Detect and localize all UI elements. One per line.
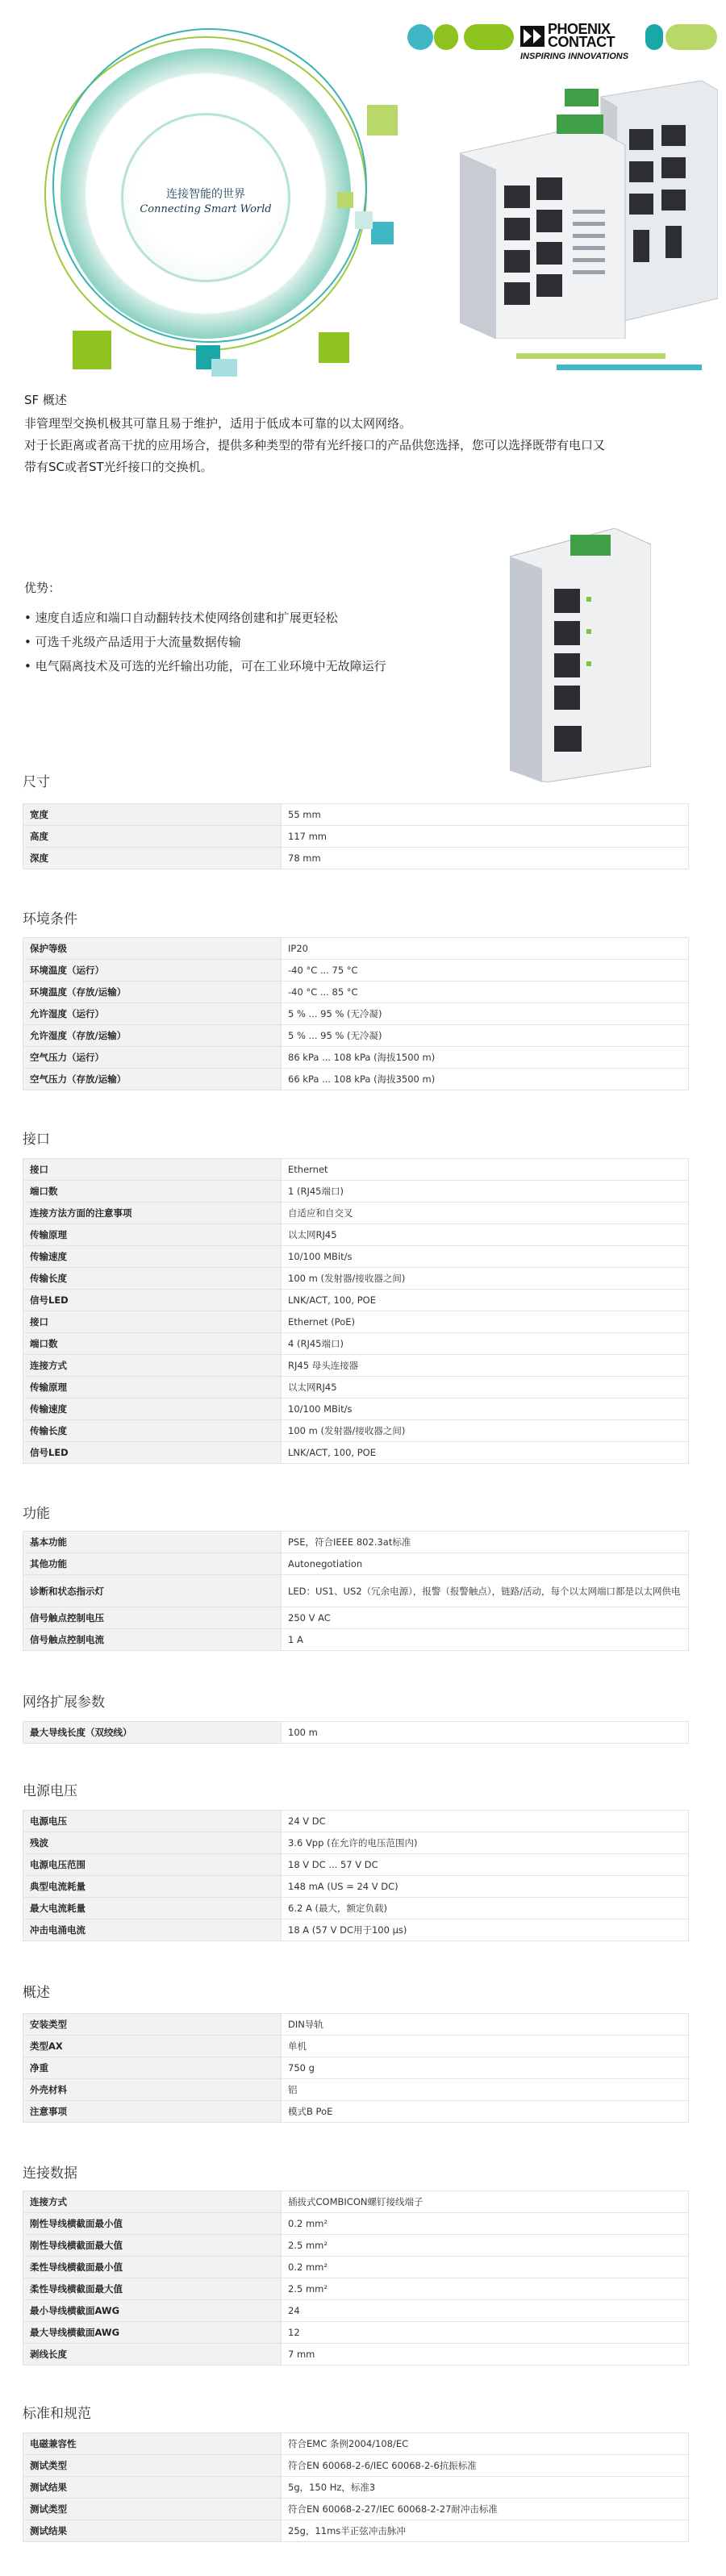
spec-key: 安装类型 (23, 2014, 282, 2036)
spec-key: 冲击电涌电流 (23, 1919, 282, 1941)
spec-key: 信号LED (23, 1442, 282, 1464)
spec-key: 接口 (23, 1159, 282, 1181)
table-row (23, 1025, 689, 1047)
overview-line: 对于长距离或者高干扰的应用场合，提供多种类型的带有光纤接口的产品供您选择，您可以选择既带有电口又 (24, 438, 606, 452)
section-title-dimensions: 尺寸 (23, 774, 50, 790)
table-row (23, 2257, 689, 2278)
table-row (23, 2322, 689, 2344)
spec-key: 典型电流耗量 (23, 1876, 282, 1898)
spec-value: 0.2 mm² (282, 2213, 689, 2235)
logo-tagline: INSPIRING INNOVATIONS (520, 52, 629, 61)
section-title-general: 概述 (23, 1985, 50, 2001)
spec-table-environment (23, 937, 689, 1090)
table-row (23, 1607, 689, 1629)
table-row (23, 2101, 689, 2123)
table-row (23, 1268, 689, 1290)
spec-value: 78 mm (282, 848, 689, 869)
table-row (23, 2057, 689, 2079)
table-row (23, 982, 689, 1003)
spec-table-interfaces (23, 1158, 689, 1464)
spec-value: 以太网RJ45 (282, 1224, 689, 1246)
spec-value: 2.5 mm² (282, 2235, 689, 2257)
spec-value: Ethernet (282, 1159, 689, 1181)
spec-key: 剥线长度 (23, 2344, 282, 2366)
advantages-title: 优势： (24, 581, 61, 595)
spec-value: 1 A (282, 1629, 689, 1651)
section-title-power: 电源电压 (23, 1783, 77, 1799)
spec-key: 接口 (23, 1311, 282, 1333)
decor-square (211, 359, 237, 377)
spec-key: 空气压力（存放/运输） (23, 1069, 282, 1090)
spec-key: 传输原理 (23, 1224, 282, 1246)
spec-key: 信号LED (23, 1290, 282, 1311)
table-row (23, 1069, 689, 1090)
spec-value: 100 m (发射器/接收器之间) (282, 1268, 689, 1290)
spec-key: 环境温度（运行） (23, 960, 282, 982)
spec-key: 连接方法方面的注意事项 (23, 1203, 282, 1224)
spec-key: 诊断和状态指示灯 (23, 1575, 282, 1607)
table-row (23, 1398, 689, 1420)
spec-value: 250 V AC (282, 1607, 689, 1629)
table-row (23, 2520, 689, 2542)
table-row (23, 1290, 689, 1311)
advantages-section (24, 579, 476, 678)
table-row (23, 2213, 689, 2235)
decor-square (319, 332, 349, 363)
table-row (23, 1722, 689, 1744)
spec-key: 信号触点控制电流 (23, 1629, 282, 1651)
decor-stripe (516, 353, 666, 359)
spec-table-functions (23, 1531, 689, 1651)
globe-title-cn: 连接智能的世界 (166, 188, 245, 201)
table-row (23, 1919, 689, 1941)
spec-key: 最大导线横截面AWG (23, 2322, 282, 2344)
section-title-functions: 功能 (23, 1506, 50, 1522)
section-title-network: 网络扩展参数 (23, 1694, 105, 1711)
spec-value: 5 % ... 95 % (无冷凝) (282, 1025, 689, 1047)
spec-key: 连接方式 (23, 2191, 282, 2213)
logo-wordmark (548, 23, 615, 48)
overview-section (24, 391, 710, 478)
spec-key: 注意事项 (23, 2101, 282, 2123)
spec-value: 750 g (282, 2057, 689, 2079)
spec-value: 插拔式COMBICON螺钉接线端子 (282, 2191, 689, 2213)
table-row (23, 1442, 689, 1464)
overview-title: SF 概述 (24, 393, 67, 407)
section-title-connection: 连接数据 (23, 2165, 77, 2182)
spec-key: 电源电压范围 (23, 1854, 282, 1876)
spec-value: RJ45 母头连接器 (282, 1355, 689, 1377)
spec-key: 允许湿度（运行） (23, 1003, 282, 1025)
spec-key: 传输长度 (23, 1268, 282, 1290)
spec-value: LED：US1、US2（冗余电源），报警（报警触点），链路/活动，每个以太网端口都是以太网供电 (282, 1575, 689, 1607)
spec-key: 传输原理 (23, 1377, 282, 1398)
spec-table-connection (23, 2190, 689, 2366)
table-row (23, 2455, 689, 2477)
spec-value: 18 V DC ... 57 V DC (282, 1854, 689, 1876)
spec-value: 10/100 MBit/s (282, 1246, 689, 1268)
table-row (23, 1811, 689, 1832)
table-row (23, 1003, 689, 1025)
table-row (23, 2278, 689, 2300)
logo-line-2: CONTACT (548, 34, 615, 50)
spec-value: 117 mm (282, 826, 689, 848)
decor-pill (645, 24, 663, 50)
spec-key: 基本功能 (23, 1532, 282, 1553)
spec-key: 类型AX (23, 2036, 282, 2057)
spec-key: 传输长度 (23, 1420, 282, 1442)
spec-key: 残波 (23, 1832, 282, 1854)
spec-value: 以太网RJ45 (282, 1377, 689, 1398)
table-row (23, 1159, 689, 1181)
spec-value: 24 V DC (282, 1811, 689, 1832)
table-row (23, 2499, 689, 2520)
spec-value: 5g，150 Hz，标准3 (282, 2477, 689, 2499)
spec-key: 柔性导线横截面最大值 (23, 2278, 282, 2300)
table-row (23, 1532, 689, 1553)
table-row (23, 2191, 689, 2213)
table-row (23, 1377, 689, 1398)
table-row (23, 960, 689, 982)
spec-key: 允许湿度（存放/运输） (23, 1025, 282, 1047)
spec-table-power (23, 1810, 689, 1941)
table-row (23, 1181, 689, 1203)
table-row (23, 2235, 689, 2257)
section-title-environment: 环境条件 (23, 911, 77, 927)
spec-value: Ethernet (PoE) (282, 1311, 689, 1333)
table-row (23, 2014, 689, 2036)
spec-table-general (23, 2013, 689, 2123)
globe-illustration (44, 24, 383, 355)
spec-value: 12 (282, 2322, 689, 2344)
table-row (23, 848, 689, 869)
spec-key: 传输速度 (23, 1398, 282, 1420)
spec-key: 环境温度（存放/运输） (23, 982, 282, 1003)
spec-key: 传输速度 (23, 1246, 282, 1268)
spec-value: DIN导轨 (282, 2014, 689, 2036)
table-row (23, 2079, 689, 2101)
table-row (23, 804, 689, 826)
spec-key: 信号触点控制电压 (23, 1607, 282, 1629)
spec-value: 25g，11ms半正弦冲击脉冲 (282, 2520, 689, 2542)
spec-key: 净重 (23, 2057, 282, 2079)
table-row (23, 2477, 689, 2499)
advantage-item: • 速度自适应和端口自动翻转技术使网络创建和扩展更轻松 (24, 611, 338, 625)
spec-value: 4 (RJ45端口) (282, 1333, 689, 1355)
spec-value: 6.2 A (最大，额定负载) (282, 1898, 689, 1919)
decor-pill (464, 24, 514, 50)
table-row (23, 1553, 689, 1575)
spec-value: 5 % ... 95 % (无冷凝) (282, 1003, 689, 1025)
spec-value: 24 (282, 2300, 689, 2322)
spec-value: 10/100 MBit/s (282, 1398, 689, 1420)
spec-key: 电源电压 (23, 1811, 282, 1832)
switch-side-image (510, 528, 651, 782)
spec-key: 柔性导线横截面最小值 (23, 2257, 282, 2278)
decor-square (337, 192, 353, 208)
spec-table-dimensions (23, 803, 689, 869)
spec-key: 宽度 (23, 804, 282, 826)
spec-value: 55 mm (282, 804, 689, 826)
advantage-item: • 可选千兆级产品适用于大流量数据传输 (24, 635, 241, 649)
spec-key: 外壳材料 (23, 2079, 282, 2101)
decor-square (73, 331, 111, 369)
decor-pill (407, 24, 433, 50)
table-row (23, 1047, 689, 1069)
spec-value: 66 kPa ... 108 kPa (海拔3500 m) (282, 1069, 689, 1090)
decor-square (355, 211, 373, 229)
spec-key: 刚性导线横截面最大值 (23, 2235, 282, 2257)
spec-table-standards (23, 2432, 689, 2542)
table-row (23, 1224, 689, 1246)
table-row (23, 1898, 689, 1919)
spec-value: 0.2 mm² (282, 2257, 689, 2278)
spec-value: 18 A (57 V DC用于100 µs) (282, 1919, 689, 1941)
spec-value: 1 (RJ45端口) (282, 1181, 689, 1203)
spec-key: 测试类型 (23, 2455, 282, 2477)
section-title-interfaces: 接口 (23, 1132, 50, 1148)
switch-product-image (460, 81, 718, 339)
table-row (23, 1246, 689, 1268)
table-row (23, 1575, 689, 1607)
spec-key: 连接方式 (23, 1355, 282, 1377)
spec-key: 电磁兼容性 (23, 2433, 282, 2455)
table-row (23, 2433, 689, 2455)
logo-line-1: PHOENIX (548, 21, 611, 37)
spec-value: 符合EN 60068-2-6/IEC 60068-2-6抗振标准 (282, 2455, 689, 2477)
table-row (23, 1629, 689, 1651)
spec-key: 高度 (23, 826, 282, 848)
spec-value: 符合EMC 条例2004/108/EC (282, 2433, 689, 2455)
table-row (23, 826, 689, 848)
decor-pill (666, 24, 717, 50)
table-row (23, 1420, 689, 1442)
spec-value: 7 mm (282, 2344, 689, 2366)
hero-banner (0, 0, 726, 379)
spec-value: 3.6 Vpp (在允许的电压范围内) (282, 1832, 689, 1854)
spec-value: 铝 (282, 2079, 689, 2101)
section-title-standards: 标准和规范 (23, 2406, 91, 2422)
spec-key: 端口数 (23, 1181, 282, 1203)
spec-value: LNK/ACT, 100, POE (282, 1442, 689, 1464)
decor-square (367, 105, 398, 135)
spec-value: IP20 (282, 938, 689, 960)
spec-value: 86 kPa ... 108 kPa (海拔1500 m) (282, 1047, 689, 1069)
table-row (23, 1311, 689, 1333)
logo-mark-icon (520, 26, 544, 47)
table-row (23, 1854, 689, 1876)
spec-value: 100 m (发射器/接收器之间) (282, 1420, 689, 1442)
overview-line: 带有SC或者ST光纤接口的交换机。 (24, 460, 213, 474)
spec-key: 测试结果 (23, 2520, 282, 2542)
spec-value: 100 m (282, 1722, 689, 1744)
table-row (23, 2344, 689, 2366)
spec-value: PSE，符合IEEE 802.3at标准 (282, 1532, 689, 1553)
spec-key: 刚性导线横截面最小值 (23, 2213, 282, 2235)
decor-pill (434, 24, 458, 50)
decor-stripe (557, 365, 702, 370)
table-row (23, 1832, 689, 1854)
globe-title-en: Connecting Smart World (140, 203, 272, 215)
spec-value: 自适应和自交叉 (282, 1203, 689, 1224)
spec-key: 测试类型 (23, 2499, 282, 2520)
spec-key: 深度 (23, 848, 282, 869)
advantage-item: • 电气隔离技术及可选的光纤输出功能，可在工业环境中无故障运行 (24, 659, 386, 673)
spec-value: 单机 (282, 2036, 689, 2057)
spec-key: 最大电流耗量 (23, 1898, 282, 1919)
table-row (23, 1333, 689, 1355)
spec-key: 最大导线长度（双绞线） (23, 1722, 282, 1744)
spec-value: LNK/ACT, 100, POE (282, 1290, 689, 1311)
spec-value: 模式B PoE (282, 2101, 689, 2123)
spec-key: 端口数 (23, 1333, 282, 1355)
decor-square (371, 222, 394, 244)
spec-key: 最小导线横截面AWG (23, 2300, 282, 2322)
table-row (23, 1355, 689, 1377)
spec-value: Autonegotiation (282, 1553, 689, 1575)
spec-value: -40 °C ... 75 °C (282, 960, 689, 982)
spec-key: 其他功能 (23, 1553, 282, 1575)
table-row (23, 938, 689, 960)
table-row (23, 2300, 689, 2322)
table-row (23, 1876, 689, 1898)
spec-value: 148 mA (US = 24 V DC) (282, 1876, 689, 1898)
spec-key: 测试结果 (23, 2477, 282, 2499)
table-row (23, 2036, 689, 2057)
table-row (23, 1203, 689, 1224)
spec-key: 空气压力（运行） (23, 1047, 282, 1069)
spec-value: 2.5 mm² (282, 2278, 689, 2300)
spec-key: 保护等级 (23, 938, 282, 960)
spec-table-network (23, 1721, 689, 1744)
spec-value: -40 °C ... 85 °C (282, 982, 689, 1003)
overview-line: 非管理型交换机极其可靠且易于维护，适用于低成本可靠的以太网网络。 (24, 416, 412, 431)
spec-value: 符合EN 60068-2-27/IEC 60068-2-27耐冲击标准 (282, 2499, 689, 2520)
